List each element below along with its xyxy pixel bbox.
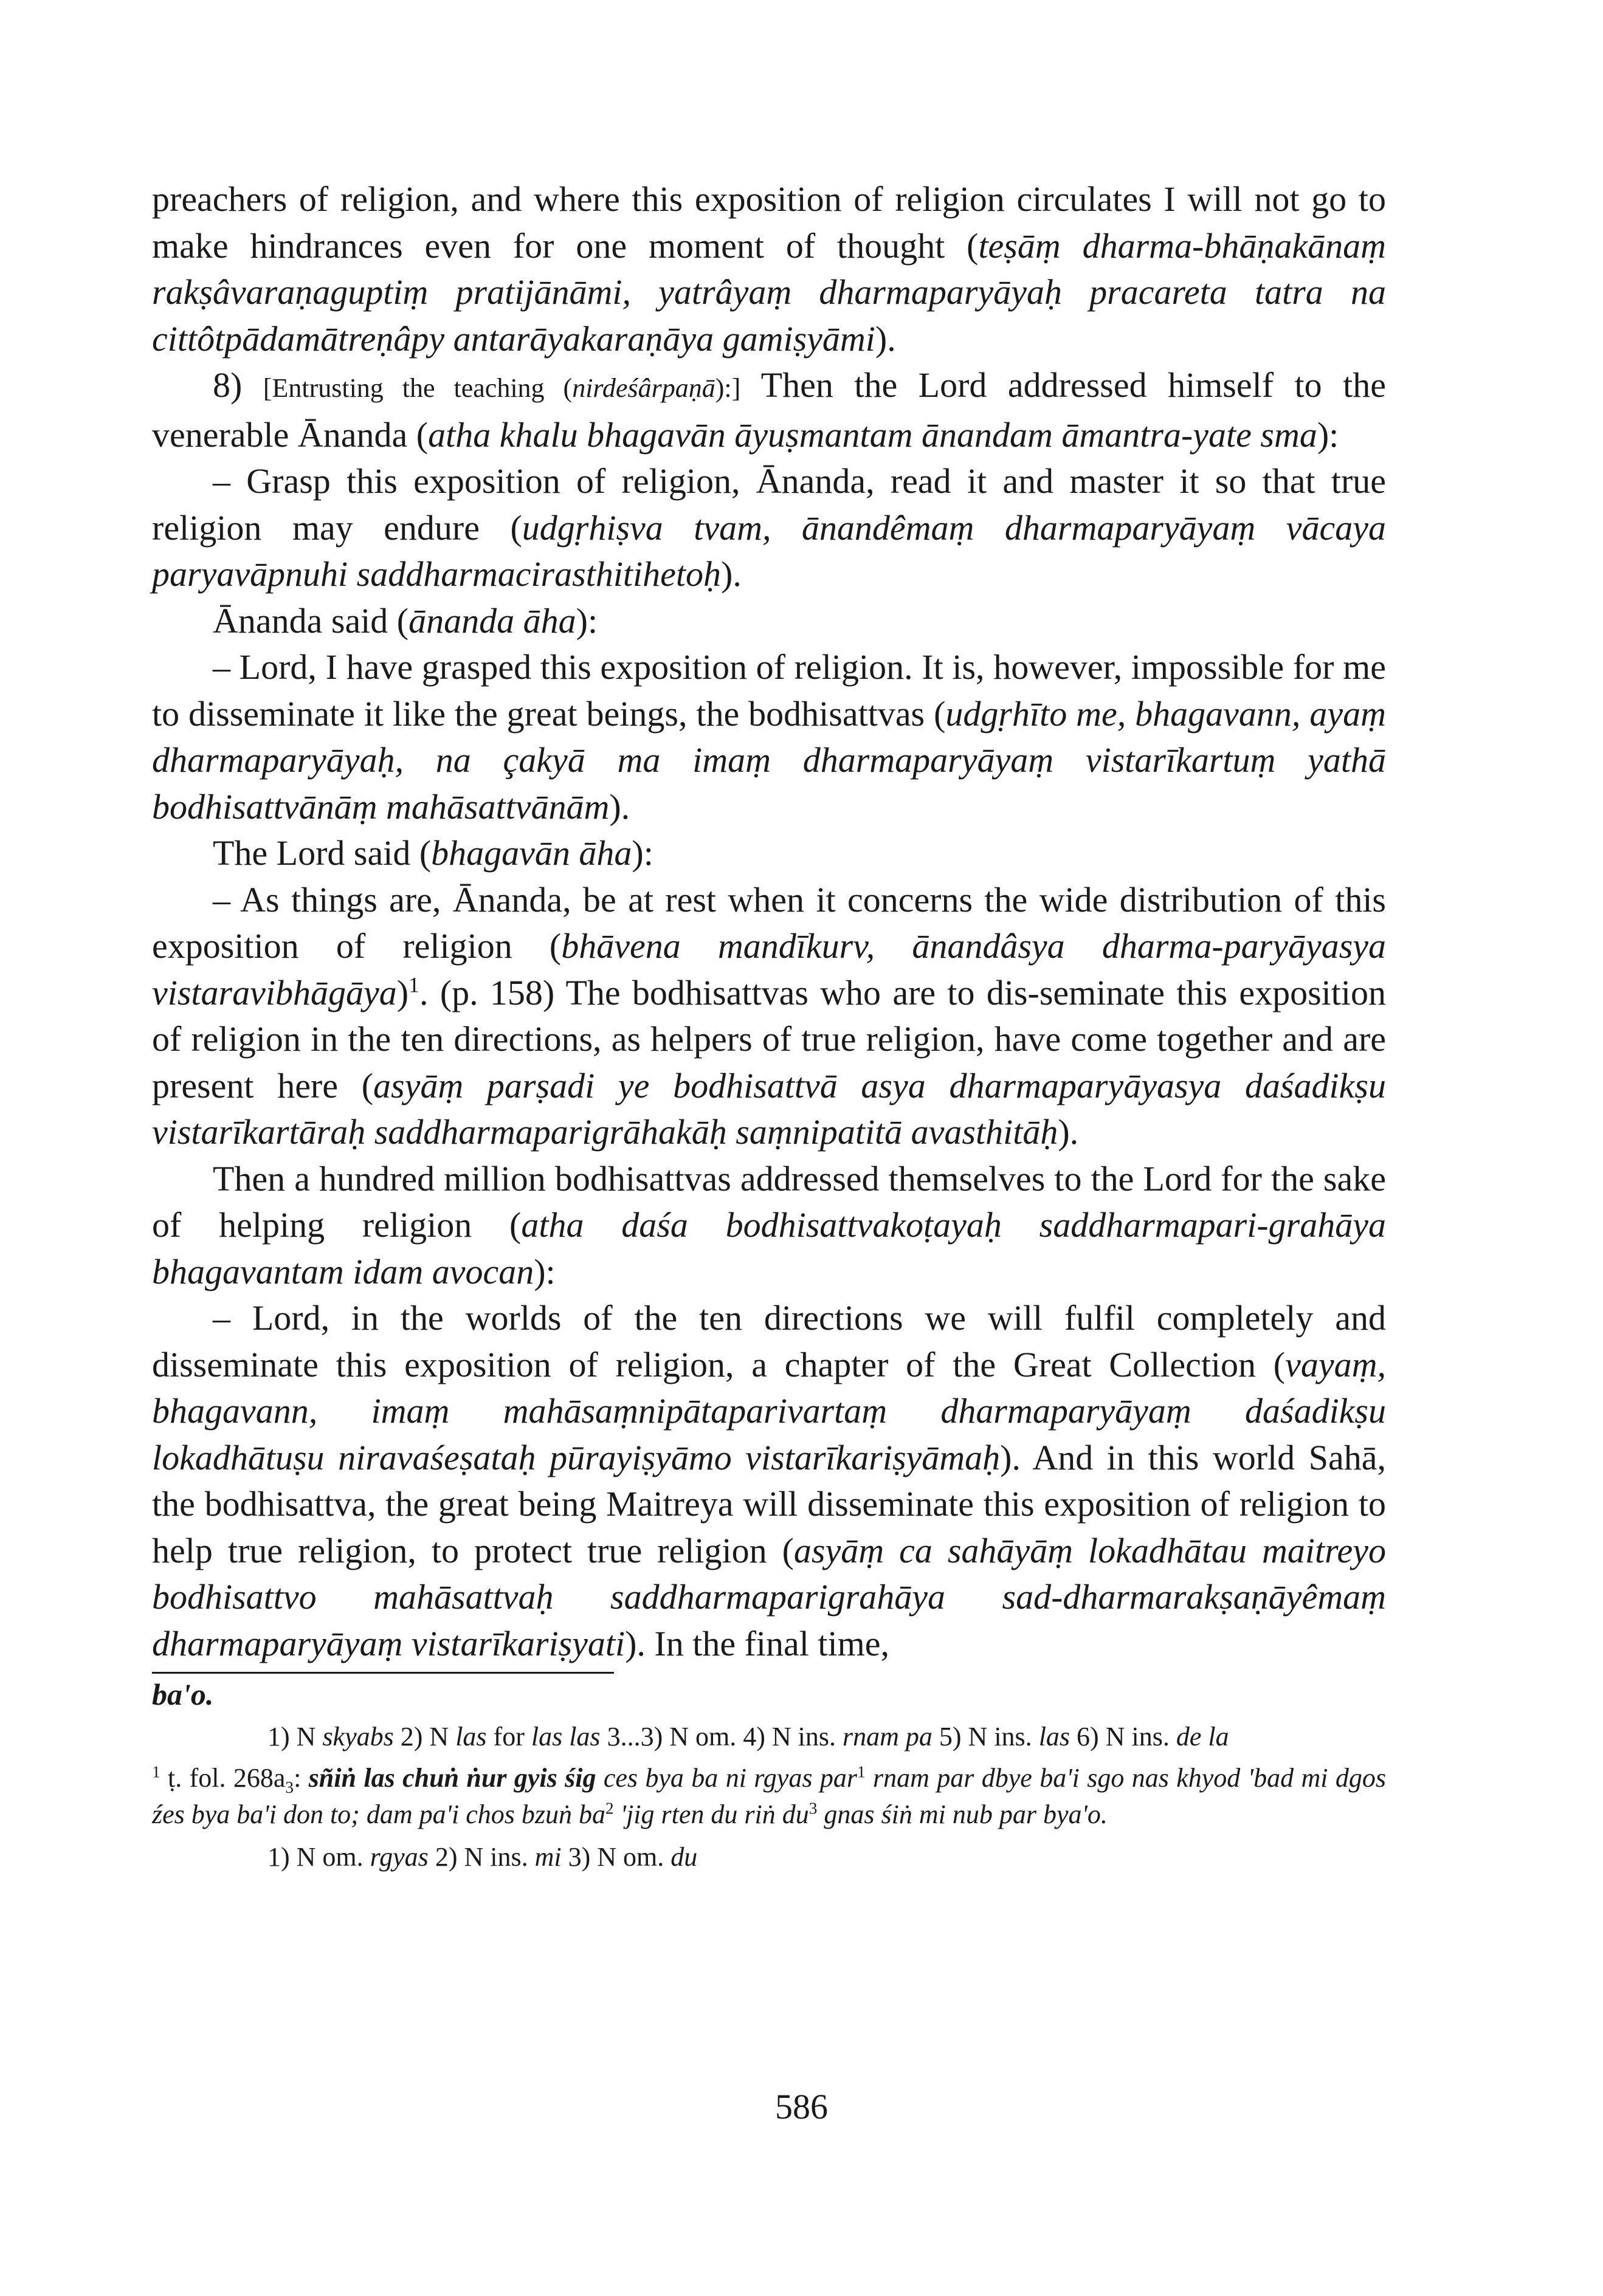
page-number: 586 bbox=[775, 2087, 828, 2126]
text-run: – As things are, Ānanda, be at rest when it concerns the wide distribution of this exposition of religion ( bbox=[152, 879, 1386, 966]
fn-word: las bbox=[455, 1722, 487, 1751]
sanskrit-quote: ānanda āha bbox=[409, 600, 576, 641]
paragraph-9 bbox=[152, 1295, 1386, 1667]
paragraph-1 bbox=[152, 176, 1386, 362]
fn-word: skyabs bbox=[322, 1722, 394, 1751]
tibetan-text: 'jig rten du riṅ du bbox=[613, 1799, 809, 1829]
section-heading: [Entrusting the teaching ( bbox=[263, 373, 573, 403]
fn-word: du bbox=[671, 1842, 698, 1872]
text-run: ): bbox=[1317, 414, 1339, 455]
sanskrit-quote: atha khalu bhagavān āyuṣmantam ānandam āmantra-yate sma bbox=[428, 414, 1317, 455]
variant-readings-2 bbox=[152, 1839, 1386, 1875]
variant-marker: 3 bbox=[808, 1799, 818, 1818]
section-heading-sanskrit: nirdeśârpaṇā bbox=[572, 373, 715, 403]
text-run: The Lord said ( bbox=[213, 833, 432, 873]
footnote-separator bbox=[152, 1672, 614, 1674]
text-run: ). And in this world Sahā, the bodhisattva, the great being Maitreya will disseminate this exposition of religion to help true religion, to protect true religion ( bbox=[152, 1437, 1386, 1570]
fn-text: 3...3) N om. 4) N ins. bbox=[600, 1722, 843, 1751]
footnotes bbox=[152, 1719, 1386, 1875]
fn-text: : bbox=[294, 1763, 309, 1793]
section-number: 8) bbox=[213, 365, 263, 405]
sanskrit-quote: udgṛhiṣva tvam, ānandêmaṃ dharmaparyāyaṃ vācaya paryavāpnuhi saddharmacirasthitihetoḥ bbox=[152, 507, 1387, 594]
fn-word: rgyas bbox=[370, 1842, 429, 1872]
text-run: ): bbox=[534, 1251, 556, 1291]
variant-readings-1 bbox=[152, 1719, 1386, 1755]
fn-word: las las bbox=[531, 1722, 601, 1751]
section-heading-close: ):] bbox=[715, 373, 741, 403]
tibetan-text: ces bya ba ni rgyas par bbox=[596, 1763, 857, 1793]
text-run: – Lord, I have grasped this exposition of religion. It is, however, impossible for me to disseminate it like the great beings, the bodhisattvas ( bbox=[152, 647, 1386, 734]
fn-word: mi bbox=[534, 1842, 562, 1872]
text-run: – Lord, in the worlds of the ten directions we will fulfil completely and disseminate this exposition of religion, a chapter of the Great Collection ( bbox=[152, 1298, 1386, 1384]
footnote-number: 1 bbox=[152, 1762, 160, 1781]
fn-text: 5) N ins. bbox=[932, 1722, 1039, 1751]
paragraph-5 bbox=[152, 644, 1386, 830]
sanskrit-quote: teṣāṃ dharma-bhāṇakānaṃ rakṣâvaraṇaguptiṃ pratijānāmi, yatrâyaṃ dharmaparyāyaḥ pracareta tatra na cittôtpādamātreṇâpy antarāyakaraṇāya gamiṣyāmi bbox=[152, 225, 1387, 359]
variant-marker: 2 bbox=[605, 1799, 614, 1818]
tibetan-footnote bbox=[152, 1760, 1386, 1833]
tibetan-text: rnam par dbye ba'i sgo nas khyod 'bad mi dgos źes bya ba'i don to; dam pa'i chos bzuṅ ba bbox=[152, 1763, 1386, 1829]
sanskrit-quote: atha daśa bodhisattvakoṭayaḥ saddharmapari-grahāya bhagavantam idam avocan bbox=[152, 1205, 1386, 1291]
sanskrit-quote: bhagavān āha bbox=[431, 833, 632, 873]
text-run: ). In the final time, bbox=[625, 1623, 889, 1663]
fn-word: las bbox=[1038, 1722, 1070, 1751]
text-run: Ānanda said ( bbox=[213, 600, 409, 641]
tibetan-lemma: sñiṅ las chuṅ ṅur gyis śig bbox=[308, 1763, 596, 1793]
fn-text: 3) N om. bbox=[561, 1842, 671, 1872]
main-text bbox=[152, 176, 1386, 1667]
page-body bbox=[152, 176, 1386, 1875]
paragraph-2 bbox=[152, 362, 1386, 458]
paragraph-7 bbox=[152, 877, 1386, 1156]
text-run: – Grasp this exposition of religion, Ānanda, read it and master it so that true religion may endure ( bbox=[152, 461, 1386, 548]
fn-word: de la bbox=[1176, 1722, 1229, 1751]
sanskrit-quote: udgṛhīto me, bhagavann, ayaṃ dharmaparyāyaḥ, na çakyā ma imaṃ dharmaparyāyaṃ vistarīkartuṃ yathā bodhisattvānāṃ mahāsattvānām bbox=[152, 693, 1386, 827]
fn-text: 1) N om. bbox=[267, 1842, 370, 1872]
text-run: ): bbox=[576, 600, 598, 641]
text-run: preachers of religion, and where this exposition of religion circulates I will not go to make hindrances even for one moment of thought ( bbox=[152, 179, 1386, 266]
variant-marker: 1 bbox=[857, 1762, 866, 1781]
tibetan-text: gnas śiṅ mi nub par bya'o. bbox=[817, 1799, 1108, 1829]
text-run: ). bbox=[875, 318, 896, 359]
fn-text: 2) N ins. bbox=[428, 1842, 535, 1872]
text-run: ). bbox=[1058, 1112, 1079, 1152]
tibetan-continuation: ba'o. bbox=[152, 1677, 214, 1711]
sanskrit-quote: bhāvena mandīkurv, ānandâsya dharma-paryāyasya vistaravibhāgāya bbox=[152, 926, 1387, 1012]
text-run: ) bbox=[396, 972, 409, 1012]
text-run: ). bbox=[721, 554, 742, 594]
paragraph-8 bbox=[152, 1156, 1386, 1296]
text-run: Then the Lord addressed himself to the venerable Ānanda ( bbox=[152, 365, 1386, 455]
fn-word: rnam pa bbox=[843, 1722, 932, 1751]
fn-text: 6) N ins. bbox=[1070, 1722, 1176, 1751]
fn-text: 2) N bbox=[393, 1722, 456, 1751]
fn-text: ṭ. fol. 268a bbox=[160, 1763, 286, 1793]
text-run: Then a hundred million bodhisattvas addressed themselves to the Lord for the sake of helping religion ( bbox=[152, 1158, 1386, 1245]
sanskrit-quote: asyāṃ parṣadi ye bodhisattvā asya dharmaparyāyasya daśadikṣu vistarīkartāraḥ saddharmaparigrāhakāḥ saṃnipatitā avasthitāḥ bbox=[152, 1065, 1386, 1152]
text-run: ): bbox=[632, 833, 653, 873]
text-run: ). bbox=[609, 786, 630, 827]
sanskrit-quote: vayaṃ, bhagavann, imaṃ mahāsaṃnipātaparivartaṃ dharmaparyāyaṃ daśadikṣu lokadhātuṣu niravaśeṣataḥ pūrayiṣyāmo vistarīkariṣyāmaḥ bbox=[152, 1344, 1386, 1477]
fn-text: 1) N bbox=[267, 1722, 323, 1751]
paragraph-3 bbox=[152, 458, 1386, 598]
text-run: . (p. 158) The bodhisattvas who are to dis-seminate this exposition of religion in the ten directions, as helpers of true religion, have come together and are present here ( bbox=[152, 972, 1386, 1105]
sanskrit-quote: asyāṃ ca sahāyāṃ lokadhātau maitreyo bodhisattvo mahāsattvaḥ saddharmaparigrahāya sad-dharmarakṣaṇāyêmaṃ dharmaparyāyaṃ vistarīkariṣyati bbox=[152, 1530, 1386, 1663]
paragraph-4 bbox=[152, 598, 1386, 645]
fn-subscript: 3 bbox=[285, 1778, 294, 1796]
fn-text: for bbox=[486, 1722, 531, 1751]
footnote-marker: 1 bbox=[409, 972, 420, 997]
paragraph-6 bbox=[152, 830, 1386, 877]
